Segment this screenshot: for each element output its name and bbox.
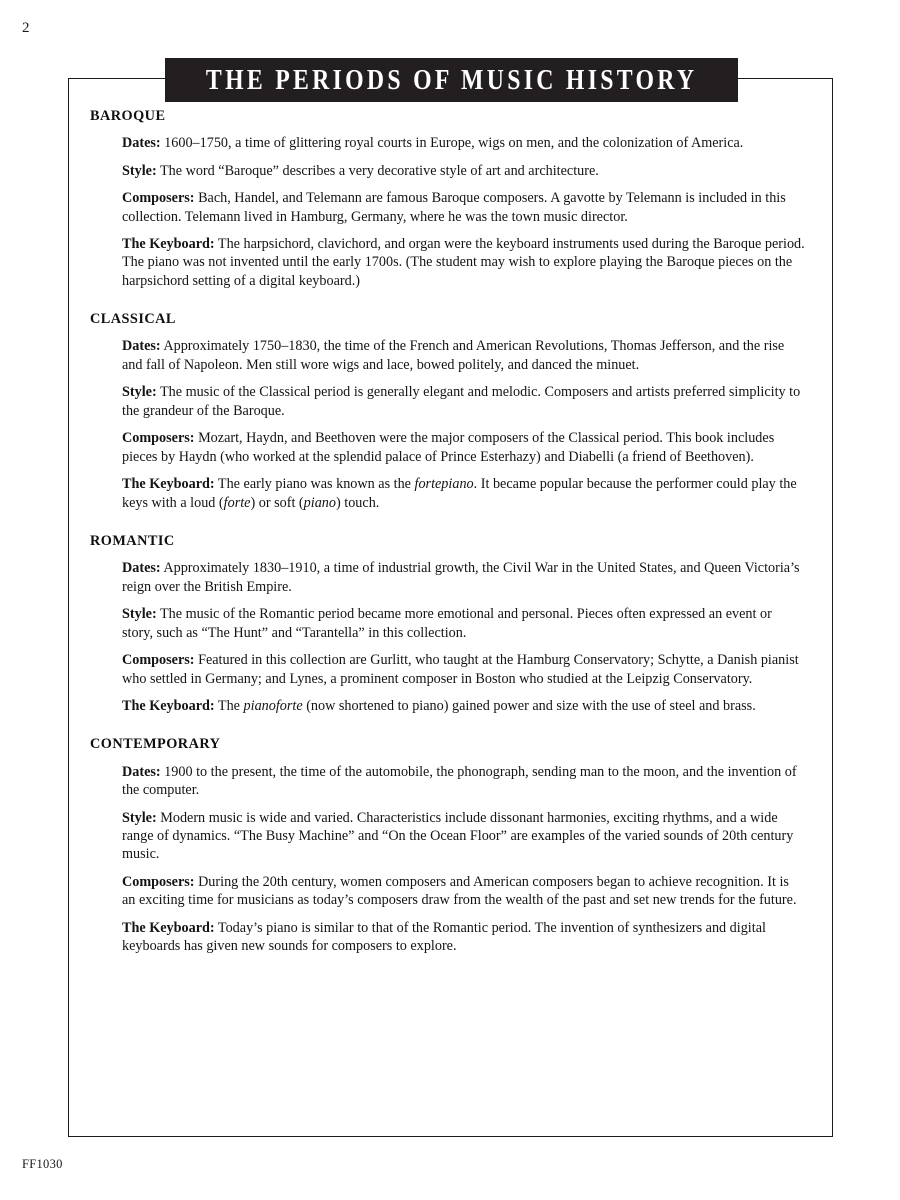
period-heading: ROMANTIC: [90, 533, 175, 550]
period-paragraph: [122, 919, 805, 956]
paragraph-text: Mozart, Haydn, and Beethoven were the major composers of the Classical period. This book includes pieces by Haydn (who worked at the splendid palace of Prince Esterhazy) and Diabelli (a friend of Beethoven).: [122, 430, 775, 465]
paragraph-text: The music of the Classical period is generally elegant and melodic. Composers and artists preferred simplicity to the grandeur of the Baroque.: [122, 384, 801, 419]
paragraph-text: During the 20th century, women composers and American composers began to achieve recognition. It is an exciting time for musicians as today’s composers draw from the wealth of the past and set new trends for the future.: [122, 873, 797, 909]
paragraph-label: Dates:: [122, 560, 161, 577]
paragraph-text: ) touch.: [336, 494, 380, 511]
period-section: [90, 533, 805, 715]
emphasized-term: piano: [303, 494, 336, 511]
page-title: THE PERIODS OF MUSIC HISTORY: [205, 63, 698, 96]
paragraph-label: Composers:: [122, 430, 195, 447]
paragraph-label: Style:: [122, 162, 157, 179]
period-paragraph: [122, 162, 805, 180]
paragraph-label: The Keyboard:: [122, 697, 215, 714]
paragraph-label: Style:: [122, 384, 157, 401]
period-heading: BAROQUE: [90, 108, 166, 124]
paragraph-label: Style:: [122, 809, 157, 826]
paragraph-text: (now shortened to piano) gained power and size with the use of steel and brass.: [302, 697, 756, 714]
period-paragraph: [122, 873, 805, 910]
paragraph-text: The music of the Romantic period became more emotional and personal. Pieces often expressed an event or story, such as “The Hunt” and “Tarantella” in this collection.: [122, 606, 772, 641]
paragraph-text: Featured in this collection are Gurlitt, who taught at the Hamburg Conservatory; Schytte, a Danish pianist who settled in Germany; and Lynes, a prominent composer in Boston who studied at the Leipzig Conservatory.: [122, 652, 799, 687]
paragraph-label: Style:: [122, 606, 157, 623]
period-paragraph: [122, 697, 805, 715]
period-paragraph: [122, 383, 805, 420]
period-paragraph: [122, 651, 805, 688]
paragraph-label: Composers:: [122, 873, 195, 890]
period-paragraph: [122, 763, 805, 800]
period-heading: CLASSICAL: [90, 311, 176, 328]
paragraph-text: 1900 to the present, the time of the automobile, the phonograph, sending man to the moon, and the invention of the computer.: [122, 763, 797, 799]
paragraph-label: Dates:: [122, 338, 161, 355]
paragraph-text: The early piano was known as the: [214, 476, 415, 493]
period-paragraph-list: [90, 337, 805, 512]
emphasized-term: fortepiano: [414, 476, 474, 493]
paragraph-label: Dates:: [122, 135, 161, 152]
paragraph-text: 1600–1750, a time of glittering royal courts in Europe, wigs on men, and the colonization of America.: [160, 135, 744, 152]
period-paragraph-list: [90, 763, 805, 956]
paragraph-label: Composers:: [122, 190, 195, 207]
paragraph-text: Modern music is wide and varied. Characteristics include dissonant harmonies, exciting rhythms, and a wide range of dynamics. “The Busy Machine” and “On the Ocean Floor” are examples of the varied sounds of 20th century music.: [122, 809, 794, 863]
paragraph-text: Approximately 1750–1830, the time of the French and American Revolutions, Thomas Jefferson, and the rise and fall of Napoleon. Men still wore wigs and lace, bowed politely, and danced the minuet.: [122, 338, 785, 373]
period-heading: CONTEMPORARY: [90, 736, 221, 753]
period-paragraph-list: [90, 559, 805, 715]
paragraph-label: The Keyboard:: [122, 235, 215, 252]
period-paragraph: [122, 337, 805, 374]
period-paragraph: [122, 429, 805, 466]
period-paragraph: [122, 134, 805, 152]
document-body: [68, 78, 833, 1137]
period-section: [90, 736, 805, 955]
title-banner: [165, 58, 738, 102]
paragraph-text: ) or soft (: [250, 494, 304, 511]
period-section: [90, 108, 805, 290]
period-section: [90, 311, 805, 512]
emphasized-term: forte: [223, 494, 251, 511]
period-paragraph: [122, 189, 805, 226]
period-paragraph-list: [90, 134, 805, 290]
paragraph-label: The Keyboard:: [122, 476, 215, 493]
period-paragraph: [122, 235, 805, 290]
paragraph-label: Composers:: [122, 652, 195, 669]
paragraph-text: The: [214, 697, 244, 714]
paragraph-label: The Keyboard:: [122, 919, 215, 936]
period-paragraph: [122, 605, 805, 642]
paragraph-text: Today’s piano is similar to that of the Romantic period. The invention of synthesizers and digital keyboards has given new sounds for composers to explore.: [122, 919, 766, 955]
paragraph-text: The word “Baroque” describes a very decorative style of art and architecture.: [156, 162, 599, 179]
paragraph-text: . It became popular because the performer could play the keys with a loud (: [122, 476, 797, 511]
period-paragraph: [122, 809, 805, 864]
period-paragraph: [122, 559, 805, 596]
period-paragraph: [122, 475, 805, 512]
paragraph-text: Bach, Handel, and Telemann are famous Baroque composers. A gavotte by Telemann is included in this collection. Telemann lived in Hamburg, Germany, where he was the town music director.: [122, 190, 786, 225]
page-number: 2: [22, 20, 30, 36]
paragraph-text: The harpsichord, clavichord, and organ were the keyboard instruments used during the Baroque period. The piano was not invented until the early 1700s. (The student may wish to explore playing the Baroque pieces on the harpsichord setting of a digital keyboard.): [122, 235, 805, 289]
paragraph-text: Approximately 1830–1910, a time of industrial growth, the Civil War in the United States, and Queen Victoria’s reign over the British Empire.: [122, 560, 800, 595]
footer-code: FF1030: [22, 1157, 63, 1171]
paragraph-label: Dates:: [122, 763, 161, 780]
emphasized-term: pianoforte: [243, 697, 303, 714]
